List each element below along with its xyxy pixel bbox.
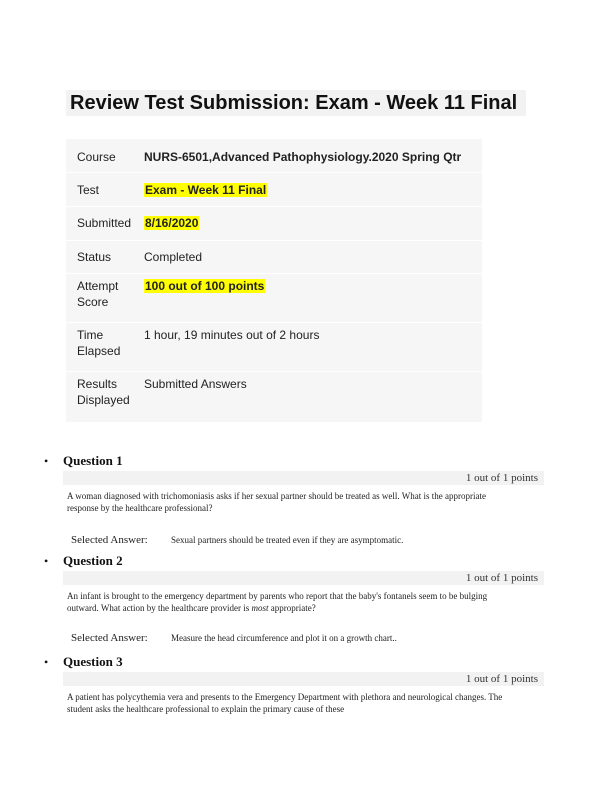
summary-row-course bbox=[66, 139, 482, 173]
question-text bbox=[67, 590, 517, 614]
summary-label: Course bbox=[77, 150, 116, 164]
summary-label: Submitted bbox=[77, 216, 132, 230]
summary-label: Results Displayed bbox=[77, 377, 130, 407]
question-title: Question 3 bbox=[63, 654, 123, 669]
summary-row-submitted bbox=[66, 207, 482, 241]
time-elapsed-value: 1 hour, 19 minutes out of 2 hours bbox=[144, 328, 320, 342]
summary-row-results-displayed bbox=[66, 372, 482, 423]
question-title: Question 1 bbox=[63, 453, 123, 468]
selected-answer-label: Selected Answer: bbox=[71, 534, 148, 546]
question-text-emphasis: most bbox=[251, 603, 269, 613]
question-points: 1 out of 1 points bbox=[63, 571, 544, 585]
bullet-icon: • bbox=[44, 553, 49, 568]
summary-row-status bbox=[66, 241, 482, 274]
selected-answer-label: Selected Answer: bbox=[71, 632, 148, 644]
question-item bbox=[44, 654, 544, 715]
page-title: Review Test Submission: Exam - Week 11 Final bbox=[66, 90, 526, 116]
selected-answer-value: Sexual partners should be treated even if they are asymptomatic. bbox=[171, 535, 404, 545]
question-text: A patient has polycythemia vera and presents to the Emergency Department with plethora and neurological changes. The student asks the healthcare professional to explain the primary cause of these bbox=[67, 692, 503, 714]
summary-row-time-elapsed bbox=[66, 323, 482, 372]
question-points: 1 out of 1 points bbox=[63, 672, 544, 686]
test-value: Exam - Week 11 Final bbox=[145, 183, 267, 197]
question-item bbox=[44, 553, 544, 644]
selected-answer bbox=[71, 534, 544, 546]
summary-row-attempt-score bbox=[66, 274, 482, 323]
bullet-icon: • bbox=[44, 654, 49, 669]
summary-label: Status bbox=[77, 250, 112, 264]
summary-label: Test bbox=[77, 183, 100, 197]
submission-summary-table bbox=[66, 139, 482, 423]
question-item bbox=[44, 453, 544, 546]
bullet-icon: • bbox=[44, 453, 49, 468]
results-displayed-value: Submitted Answers bbox=[144, 377, 247, 391]
question-text-part: An infant is brought to the emergency department by parents who report that the baby's fontanels seem to be bulging outward. What action by the healthcare provider is bbox=[67, 591, 488, 613]
summary-label: Attempt Score bbox=[77, 279, 119, 309]
question-points: 1 out of 1 points bbox=[63, 471, 544, 485]
selected-answer-value: Measure the head circumference and plot it on a growth chart.. bbox=[171, 633, 397, 643]
selected-answer bbox=[71, 632, 544, 644]
status-value: Completed bbox=[144, 250, 203, 264]
question-text: A woman diagnosed with trichomoniasis asks if her sexual partner should be treated as well. What is the appropriate response by the healthcare professional? bbox=[67, 491, 486, 513]
question-text-part: appropriate? bbox=[268, 603, 316, 613]
submitted-value: 8/16/2020 bbox=[145, 216, 199, 230]
question-title: Question 2 bbox=[63, 553, 123, 568]
summary-row-test bbox=[66, 173, 482, 207]
attempt-score-value: 100 out of 100 points bbox=[145, 279, 265, 293]
summary-label: Time Elapsed bbox=[77, 328, 121, 358]
course-value: NURS-6501,Advanced Pathophysiology.2020 Spring Qtr bbox=[144, 150, 462, 164]
